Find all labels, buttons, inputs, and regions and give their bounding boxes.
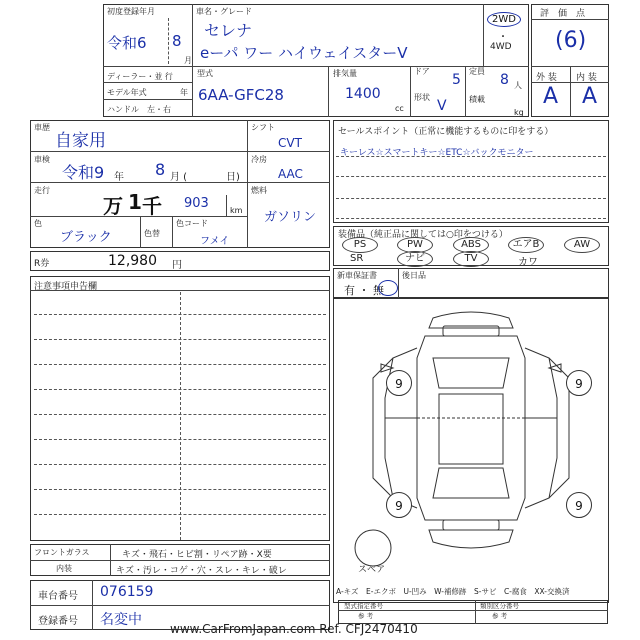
equip-airbag: エアB xyxy=(508,237,544,253)
exterior-label: 外 装 xyxy=(536,73,557,83)
kg-label: kg xyxy=(514,108,524,117)
spare-label: スペア xyxy=(358,565,386,575)
damage-mark-rear-left: 9 xyxy=(386,492,412,518)
interior-grade: A xyxy=(582,84,598,109)
score: (6) xyxy=(555,28,587,53)
reg-type-label: 車歴 xyxy=(34,123,50,132)
reg-type: 自家用 xyxy=(55,131,106,151)
person-label: 人 xyxy=(514,81,522,90)
model-year-label: モデル年式 xyxy=(107,88,147,97)
inspection-month-suffix: 月 ( xyxy=(170,172,188,183)
inspection-month: 8 xyxy=(155,160,166,179)
color-code: フメイ xyxy=(200,236,230,247)
score-label: 評 価 点 xyxy=(540,9,586,19)
equip-tv: TV xyxy=(453,251,489,267)
inspection-year-suffix: 年 xyxy=(114,172,124,183)
sales-point-title: セールスポイント（正常に機能するものに印をする） xyxy=(338,127,554,137)
drive-4wd: 4WD xyxy=(490,42,512,52)
grade: eーパ ワー ハイウェイスターV xyxy=(200,44,408,62)
equip-sr: SR xyxy=(350,253,364,264)
inspection-label: 車検 xyxy=(34,155,50,164)
recycle-label: R券 xyxy=(34,259,50,269)
windshield-label: フロントガラス xyxy=(34,548,90,557)
category-ref: 参 考 xyxy=(492,612,508,620)
ac: AAC xyxy=(278,167,303,181)
reg-no: 名変中 xyxy=(100,612,142,628)
shift: CVT xyxy=(278,136,302,150)
drive-2wd: 2WD xyxy=(487,12,521,27)
cc-label: cc xyxy=(395,104,404,113)
car-name-label: 車名・グレード xyxy=(196,7,252,16)
load-label: 積載 xyxy=(469,95,485,104)
fuel-label: 燃料 xyxy=(251,186,267,195)
category-label: 類別区分番号 xyxy=(480,602,519,610)
equip-ps: PS xyxy=(342,237,378,253)
inspection-day-suffix: 日) xyxy=(226,172,240,183)
color-change-label: 色替 xyxy=(144,229,160,238)
later-items-label: 後日品 xyxy=(402,271,426,280)
mileage-rest: 903 xyxy=(184,196,209,211)
sales-point-text: キーレス☆スマートキー☆ETC☆バックモニター xyxy=(340,148,534,158)
damage-legend: A-キズ E-エクボ U-凹み W-補修跡 S-サビ C-腐食 XX-交換済 xyxy=(336,587,570,596)
model-designation-ref: 参 考 xyxy=(358,612,374,620)
warranty-circle xyxy=(378,280,398,296)
displacement: 1400 xyxy=(345,86,381,102)
damage-mark-front-right: 9 xyxy=(566,370,592,396)
capacity: 8 xyxy=(500,72,509,88)
equip-pw: PW xyxy=(397,237,433,253)
interior-label: 内 装 xyxy=(576,73,597,83)
km-label: km xyxy=(230,206,243,215)
yen-label: 円 xyxy=(172,260,182,271)
interior-condition-label: 内装 xyxy=(56,564,72,573)
inspection-era: 令和9 xyxy=(62,163,105,182)
color: ブラック xyxy=(60,230,112,245)
mileage-man: 万 xyxy=(103,194,123,218)
ac-label: 冷房 xyxy=(251,155,267,164)
door-label: ドア xyxy=(414,67,430,76)
interior-condition-options: キズ・汚レ・コゲ・穴・スレ・キレ・破レ xyxy=(116,566,287,576)
first-reg-month: 8 xyxy=(172,32,182,50)
handle-label: ハンドル 左・右 xyxy=(107,105,171,114)
damage-mark-rear-right: 9 xyxy=(566,492,592,518)
first-reg-month-suffix: 月 xyxy=(184,56,192,65)
drive-dot: ・ xyxy=(498,32,508,43)
fuel: ガソリン xyxy=(264,210,317,225)
damage-mark-front-left: 9 xyxy=(386,370,412,396)
capacity-label: 定員 xyxy=(469,67,485,76)
equip-navi: ナビ xyxy=(397,251,433,267)
recycle-fee: 12,980 xyxy=(108,253,157,269)
model-year-suffix: 年 xyxy=(180,88,188,97)
color-code-label: 色コード xyxy=(176,219,208,228)
equip-aw: AW xyxy=(564,237,600,253)
equip-abs: ABS xyxy=(453,237,489,253)
color-label: 色 xyxy=(34,219,42,228)
equipment-title: 装備品（純正品に関しては○印をつける） xyxy=(338,230,508,240)
dealer-label: ディーラー・並 行 xyxy=(107,72,173,81)
door: 5 xyxy=(452,72,461,88)
mileage-label: 走行 xyxy=(34,186,50,195)
equip-leather: カワ xyxy=(518,257,538,268)
model-type: 6AA-GFC28 xyxy=(198,86,284,104)
first-reg-label: 初度登録年月 xyxy=(107,7,155,16)
car-name: セレナ xyxy=(204,21,253,40)
shift-label: シフト xyxy=(251,123,275,132)
model-type-label: 型式 xyxy=(197,69,213,78)
watermark: www.CarFromJapan.com Ref. CFJ2470410 xyxy=(170,622,418,636)
displacement-label: 排気量 xyxy=(333,69,357,78)
windshield-options: キズ・飛石・ヒビ割・リペア跡・X要 xyxy=(122,550,272,560)
shape: V xyxy=(437,98,447,114)
notes-title: 注意事項申告欄 xyxy=(34,282,98,292)
first-reg-era: 令和6 xyxy=(107,34,147,52)
mileage-sen-num: 1 xyxy=(128,190,142,214)
reg-no-label: 登録番号 xyxy=(38,616,78,627)
mileage-sen: 千 xyxy=(142,194,162,218)
model-designation-label: 型式指定番号 xyxy=(344,602,383,610)
warranty-value: 有 ・ 無 xyxy=(344,284,384,297)
chassis-number: 076159 xyxy=(100,584,154,600)
warranty-label: 新車保証書 xyxy=(337,271,377,280)
chassis-label: 車台番号 xyxy=(38,591,78,602)
car-diagram xyxy=(333,298,609,578)
shape-label: 形状 xyxy=(414,93,430,102)
exterior-grade: A xyxy=(543,84,559,109)
